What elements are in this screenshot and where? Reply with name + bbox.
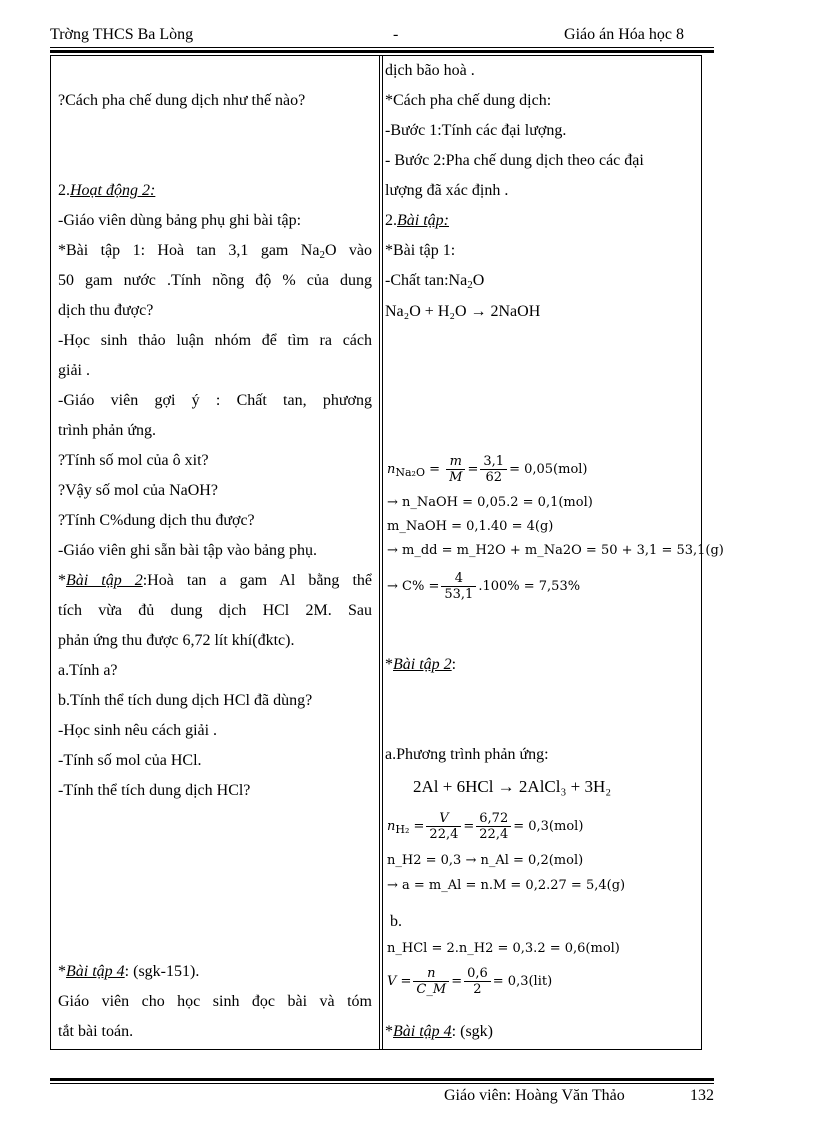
math-c-percent: → C% = $\frac{4}{53,1}$ .100% = 7,53%: [387, 571, 581, 602]
left-bt2-line2: tích vừa đủ dung dịch HCl 2M. Sau: [58, 602, 372, 619]
left-hs-discuss-1: -Học sinh thảo luận nhóm để tìm ra cách: [58, 332, 372, 349]
right-solute: -Chất $\tan:Na_2O$: [385, 272, 485, 291]
right-saturated: dịch bão hoà .: [385, 62, 475, 79]
left-bt1-line2: 50 gam nước .Tính nồng độ % của dung: [58, 272, 372, 289]
right-step2-line2: lượng đã xác định .: [385, 182, 509, 199]
right-b-label: b.: [390, 913, 402, 930]
bt4-title: Bài tập 4: [66, 963, 125, 980]
math-n-naoh: → n_NaOH = 0,05.2 = 0,1(mol): [387, 495, 593, 510]
left-bt2-qa: a.Tính a?: [58, 662, 118, 679]
left-gv-hint-2: trình phản ứng.: [58, 422, 156, 439]
right-bt2-title: *Bài tập 2:: [385, 656, 457, 673]
left-gv-write: -Giáo viên ghi sẵn bài tập vào bảng phụ.: [58, 542, 318, 559]
math-m-naoh: m_NaOH = 0,1.40 = 4(g): [387, 519, 554, 534]
subject-title: Giáo án Hóa học 8: [564, 26, 684, 43]
page-number: 132: [690, 1087, 714, 1104]
right-step2-line1: - Bước 2:Pha chế dung dịch theo các đại: [385, 152, 644, 169]
math-volume: V = $\frac{n}{C\_M}$ = $\frac{0,6}{2}$ = 0,3(lit): [387, 966, 553, 997]
left-q-mol-naoh: ?Vậy số mol của NaOH?: [58, 482, 218, 499]
school-name: Trờng THCS Ba Lòng: [50, 26, 194, 43]
left-q-mol-oxit: ?Tính số mol của ô xit?: [58, 452, 209, 469]
left-bt2-line3: phản ứng thu được 6,72 lít khí(đktc).: [58, 632, 295, 649]
footer-rule-thin: [50, 1083, 714, 1084]
left-q-cpct: ?Tính C%dung dịch thu được?: [58, 512, 255, 529]
page-header: [50, 24, 714, 46]
header-rule-thick: [50, 50, 714, 53]
bt-heading-title: Bài tập:: [397, 212, 449, 229]
teacher-name: Giáo viên: Hoàng Văn Thảo: [444, 1087, 625, 1104]
left-bt4-line1: Giáo viên cho học sinh đọc bài và tóm: [58, 993, 372, 1010]
left-bt1-line1: *Bài tập 1: Hoà tan 3,1 gam $Na_2O$ vào: [58, 242, 372, 261]
left-q-method: ?Cách pha chế dung dịch như thế nào?: [58, 92, 306, 109]
right-step1: -Bước 1:Tính các đại lượng.: [385, 122, 567, 139]
bt2-title: Bài tập 2: [66, 572, 143, 589]
activity-number: 2.: [58, 182, 70, 199]
left-bt2-line1: *Bài tập 2:Hoà tan a gam Al bằng thể: [58, 572, 372, 589]
right-bt4-title: *Bài tập 4: (sgk): [385, 1023, 493, 1040]
right-bt1: *Bài tập 1:: [385, 242, 456, 259]
lesson-table: [50, 55, 724, 1050]
left-bt1-line3: dịch thu được?: [58, 302, 154, 319]
right-pt-title: a.Phương trình phản ứng:: [385, 746, 549, 763]
footer-rule-thick: [50, 1078, 714, 1081]
math-n-hcl: n_HCl = 2.n_H2 = 0,3.2 = 0,6(mol): [387, 941, 620, 956]
right-bt-heading: 2.Bài tập:: [385, 212, 449, 229]
left-vol-hcl: -Tính thể tích dung dịch HCl?: [58, 782, 251, 799]
math-n-al: n_H2 = 0,3 → n_Al = 0,2(mol): [387, 853, 584, 868]
right-pt-eq: 2Al + 6HCl → 2AlCl₃ + 3H₂: [413, 777, 612, 796]
right-bt2-underlined: Bài tập 2: [393, 656, 452, 673]
math-a: → a = m_Al = n.M = 0,2.27 = 5,4(g): [387, 878, 626, 893]
left-hs-method: -Học sinh nêu cách giải .: [58, 722, 218, 739]
left-mol-hcl: -Tính số mol của HCl.: [58, 752, 202, 769]
left-bt2-qb: b.Tính thể tích dung dịch HCl đã dùng?: [58, 692, 313, 709]
left-bt4-line2: tắt bài toán.: [58, 1023, 134, 1040]
math-m-dd: → m_dd = m_H2O + m_Na2O = 50 + 3,1 = 53,1(g): [387, 543, 724, 558]
right-method-title: *Cách pha chế dung dịch:: [385, 92, 552, 109]
left-hs-discuss-2: giải .: [58, 362, 90, 379]
left-gv-hint-1: -Giáo viên gợi ý : Chất tan, phương: [58, 392, 372, 409]
math-n-na2o: $n_{Na_2O}$ = $\frac{m}{M}$ = $\frac{3,1}{62}$ = 0,05(mol): [387, 454, 588, 485]
right-bt4-underlined: Bài tập 4: [393, 1023, 452, 1040]
right-reaction: Na₂O + H₂O → 2NaOH: [385, 303, 541, 320]
header-dash: -: [393, 26, 399, 43]
header-rule-thin: [50, 47, 714, 48]
column-divider: [379, 56, 383, 1049]
math-n-h2: $n_{H_2}$ = $\frac{V}{22,4}$ = $\frac{6,72}{22,4}$ = 0,3(mol): [387, 811, 584, 842]
activity-title: Hoạt động 2:: [70, 182, 156, 199]
left-gv-board: -Giáo viên dùng bảng phụ ghi bài tập:: [58, 212, 302, 229]
left-bt4-title: *Bài tập 4: (sgk-151).: [58, 963, 200, 980]
left-activity-2: [58, 181, 372, 201]
